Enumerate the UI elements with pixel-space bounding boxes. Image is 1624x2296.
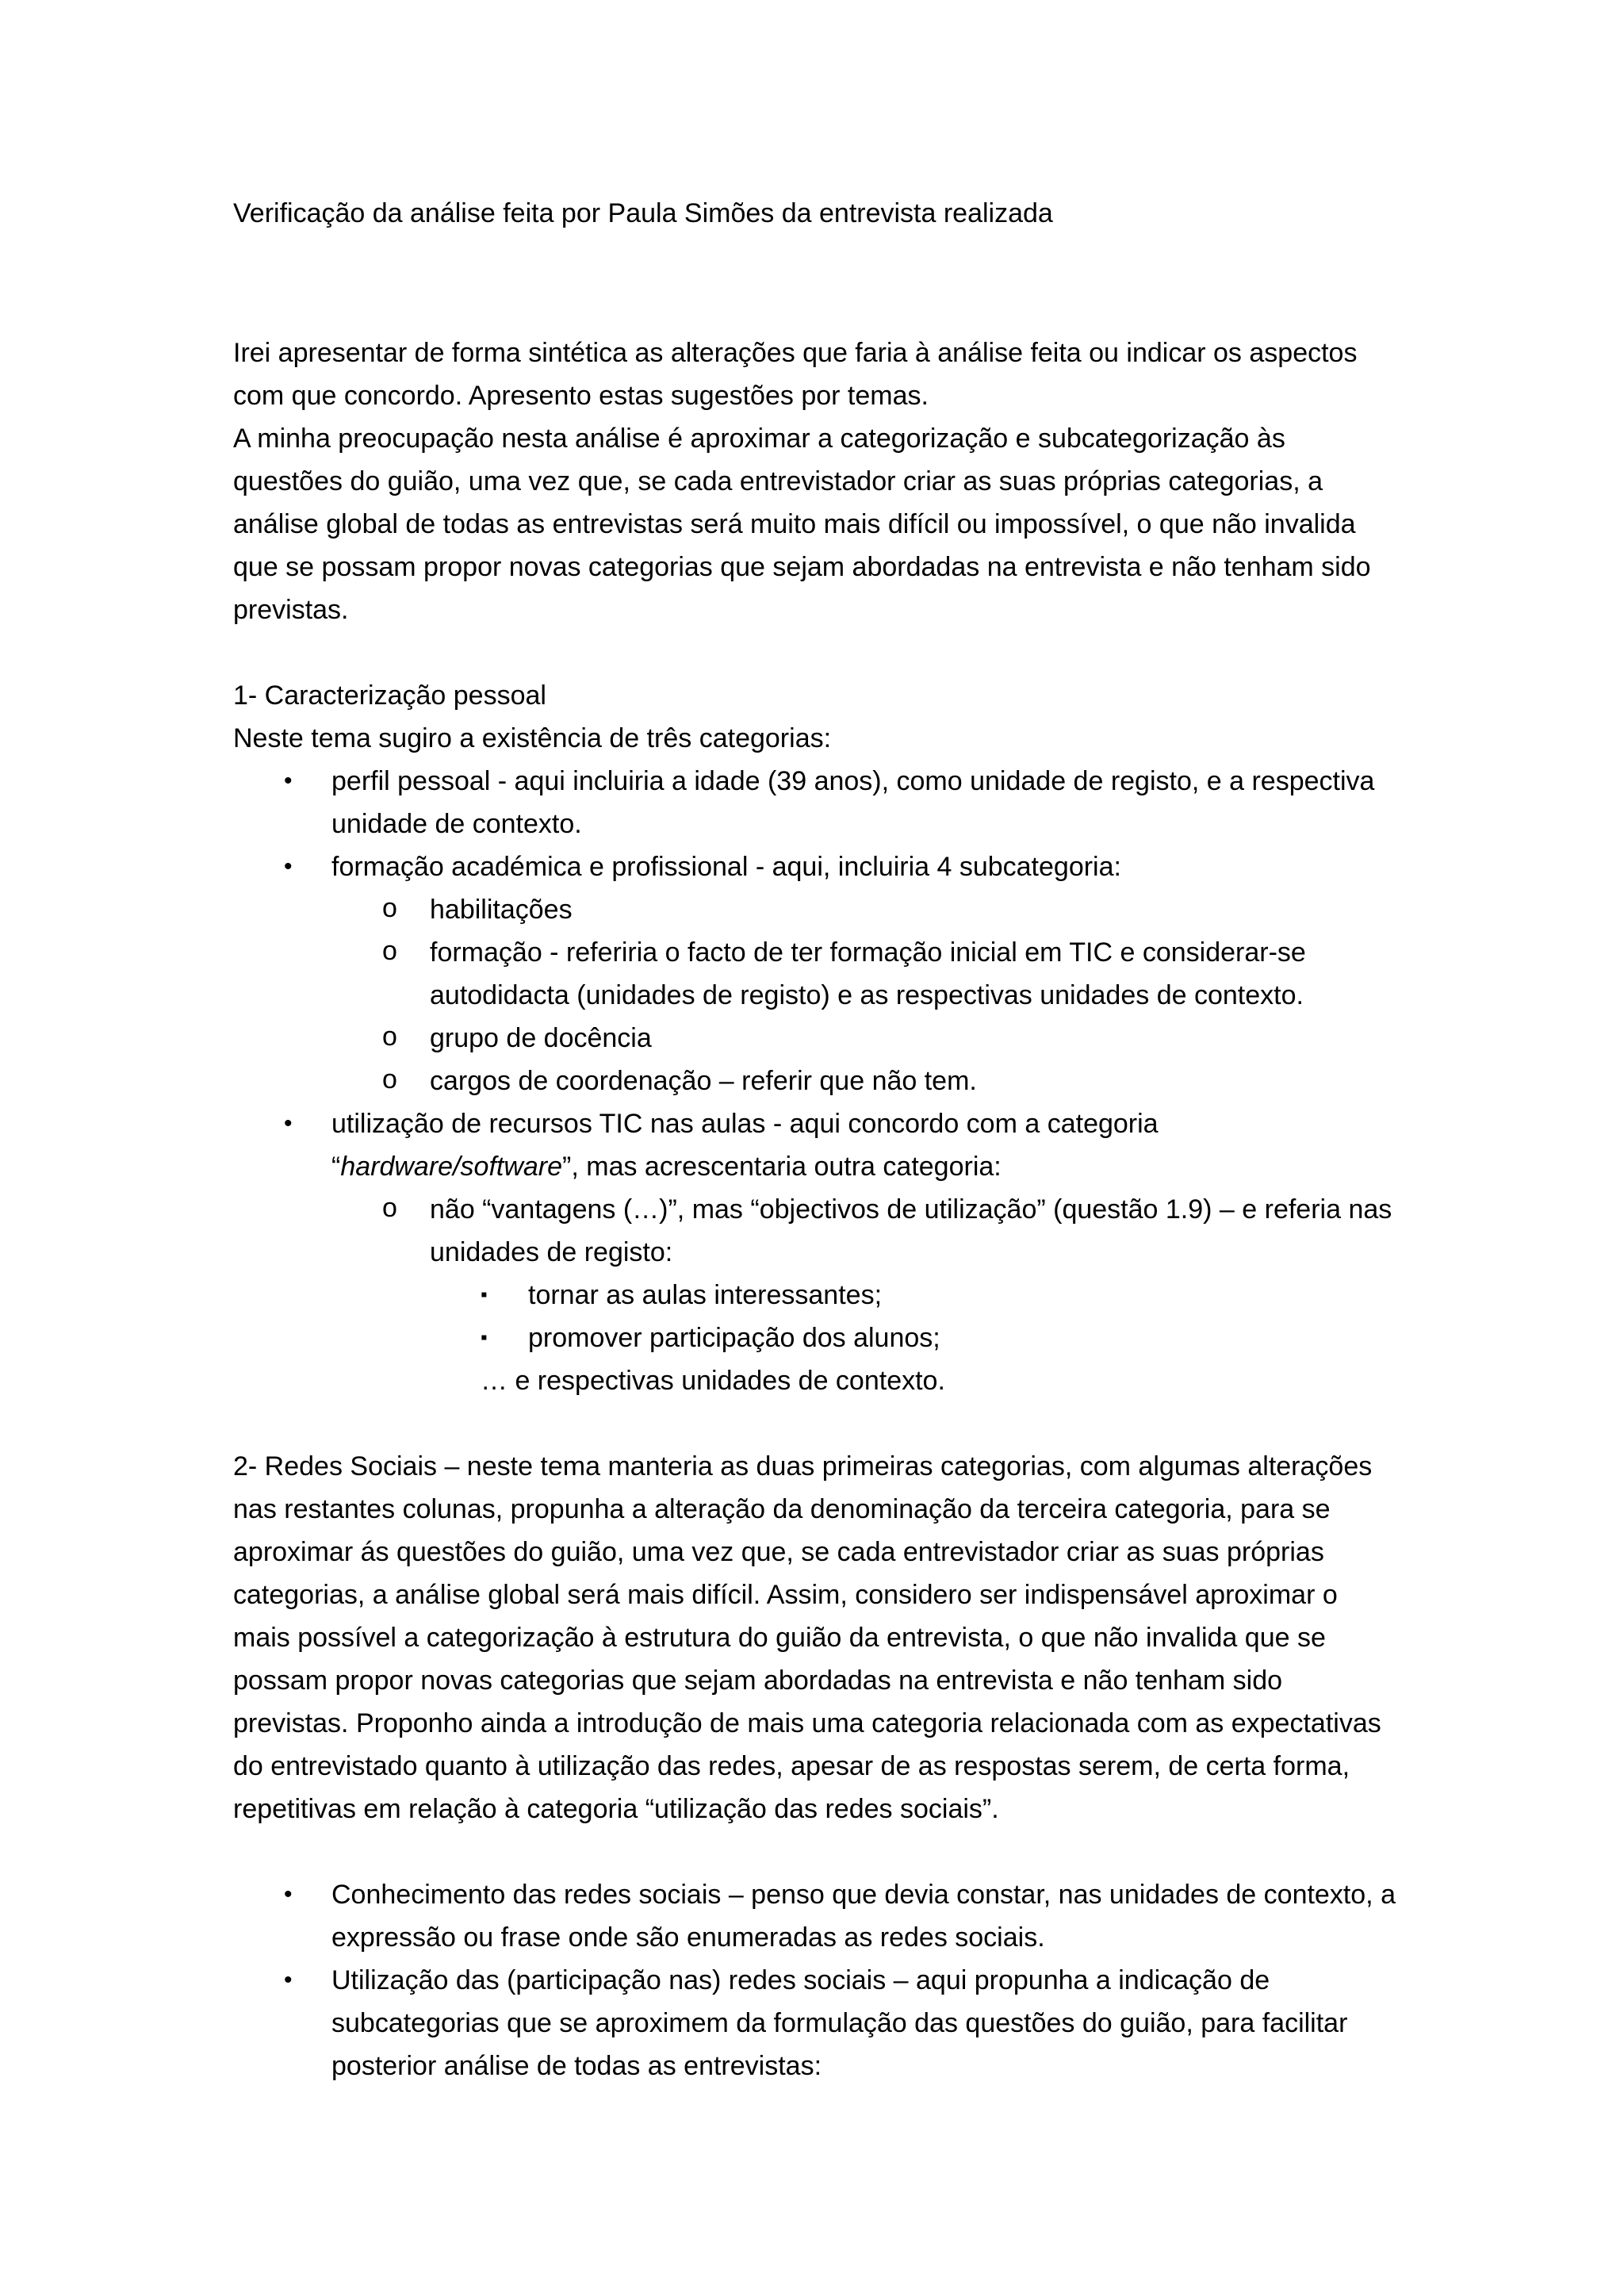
circle-bullet-icon: o xyxy=(382,936,397,966)
registo-units-list xyxy=(430,1274,1399,1359)
square-bullet-icon: ▪ xyxy=(481,1284,488,1305)
category-utilizacao-redes: Utilização das (participação nas) redes sociais – aqui propunha a indicação de subcategorias que se aproximem da formulação das questões do guião, para facilitar posterior análise de todas as entrevistas: xyxy=(331,1965,1348,2081)
list-item xyxy=(233,845,1399,1102)
section1-lead: Neste tema sugiro a existência de três categorias: xyxy=(233,723,832,753)
list-item xyxy=(331,888,1399,931)
section2-paragraph: 2- Redes Sociais – neste tema manteria as duas primeiras categorias, com algumas alterações nas restantes colunas, propunha a alteração da denominação da terceira categoria, para se aproximar ás questões do guião, uma vez que, se cada entrevistador criar as suas próprias categorias, a análise global será mais difícil. Assim, considero ser indispensável aproximar o mais possível a categorização à estrutura do guião da entrevista, o que não invalida que se possam propor novas categorias que sejam abordadas na entrevista e não tenham sido previstas. Proponho ainda a introdução de mais uma categoria relacionada com as expectativas do entrevistado quanto à utilização das redes, apesar de as respostas serem, de certa forma, repetitivas em relação à categoria “utilização das redes sociais”. xyxy=(233,1451,1381,1824)
list-item xyxy=(233,1959,1399,2087)
document-body xyxy=(233,332,1399,2087)
bullet-icon: • xyxy=(284,1967,293,1993)
document-title: Verificação da análise feita por Paula Simões da entrevista realizada xyxy=(233,198,1053,228)
list-item xyxy=(331,1188,1399,1402)
list-item xyxy=(233,760,1399,845)
list-item xyxy=(233,1873,1399,1959)
list-item xyxy=(430,1274,1399,1317)
subcategory-cargos-coordenacao: cargos de coordenação – referir que não tem. xyxy=(430,1066,977,1096)
section1-category-list xyxy=(233,760,1399,1402)
intro-paragraph-2: A minha preocupação nesta análise é aproximar a categorização e subcategorização às questões do guião, uma vez que, se cada entrevistador criar as suas próprias categorias, a análise global de todas as entrevistas será muito mais difícil ou impossível, o que não invalida que se possam propor novas categorias que sejam abordadas na entrevista e não tenham sido previstas. xyxy=(233,424,1371,625)
list-item xyxy=(430,1317,1399,1359)
circle-bullet-icon: o xyxy=(382,1193,397,1223)
category-conhecimento-redes: Conhecimento das redes sociais – penso que devia constar, nas unidades de contexto, a expressão ou frase onde são enumeradas as redes sociais. xyxy=(331,1880,1396,1953)
subcategory-formacao: formação - referiria o facto de ter formação inicial em TIC e considerar-se autodidacta (unidades de registo) e as respectivas unidades de contexto. xyxy=(430,937,1306,1010)
registo-unit-2: promover participação dos alunos; xyxy=(528,1323,940,1353)
list-item xyxy=(233,1102,1399,1402)
registo-tail-note: … e respectivas unidades de contexto. xyxy=(481,1366,945,1396)
bullet-icon: • xyxy=(284,768,293,794)
square-bullet-icon: ▪ xyxy=(481,1327,488,1348)
bullet-icon: • xyxy=(284,1110,293,1137)
subcategory-objectivos: não “vantagens (…)”, mas “objectivos de utilização” (questão 1.9) – e referia nas unidades de registo: xyxy=(430,1194,1392,1267)
utilizacao-subcategory-list xyxy=(331,1188,1399,1402)
emphasis-hardware: hardware xyxy=(340,1152,454,1182)
circle-bullet-icon: o xyxy=(382,1022,397,1052)
list-item xyxy=(331,931,1399,1017)
category-perfil-pessoal: perfil pessoal - aqui incluiria a idade (39 anos), como unidade de registo, e a respectiva unidade de contexto. xyxy=(331,766,1375,839)
formacao-subcategory-list xyxy=(331,888,1399,1102)
bullet-icon: • xyxy=(284,1881,293,1907)
category-utilizacao-recursos: utilização de recursos TIC nas aulas - aqui concordo com a categoria “hardware/software”, mas acrescentaria outra categoria: xyxy=(331,1109,1159,1182)
list-item xyxy=(331,1017,1399,1060)
intro-paragraph-1: Irei apresentar de forma sintética as alterações que faria à análise feita ou indicar os aspectos com que concordo. Apresento estas sugestões por temas. xyxy=(233,338,1358,411)
section2-category-list xyxy=(233,1873,1399,2087)
section1-heading: 1- Caracterização pessoal xyxy=(233,680,546,711)
bullet-icon: • xyxy=(284,853,293,880)
subcategory-habilitacoes: habilitações xyxy=(430,895,573,925)
subcategory-grupo-docencia: grupo de docência xyxy=(430,1023,652,1053)
emphasis-software: software xyxy=(460,1152,563,1182)
category-formacao: formação académica e profissional - aqui, incluiria 4 subcategoria: xyxy=(331,852,1121,882)
list-item xyxy=(331,1060,1399,1102)
registo-unit-1: tornar as aulas interessantes; xyxy=(528,1280,883,1310)
circle-bullet-icon: o xyxy=(382,893,397,923)
circle-bullet-icon: o xyxy=(382,1064,397,1094)
